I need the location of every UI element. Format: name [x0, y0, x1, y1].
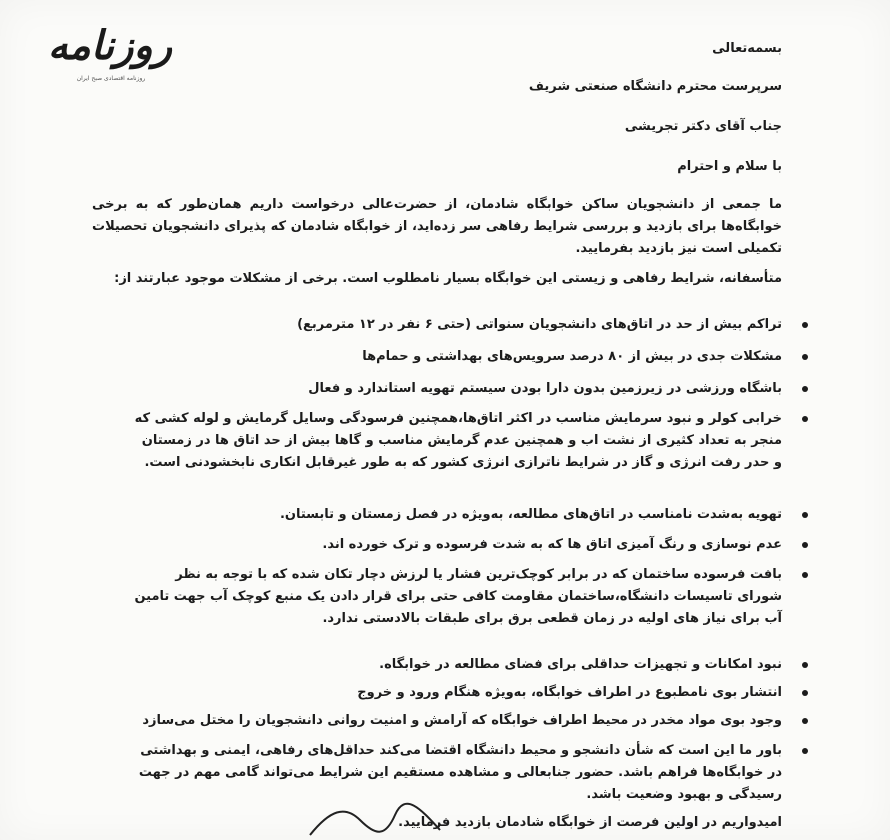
- bullet-icon: [802, 662, 808, 668]
- problem-text: انتشار بوی نامطبوع در اطراف خوابگاه، به‌ویژه هنگام ورود و خروج: [357, 685, 782, 700]
- bullet-icon: [802, 386, 808, 392]
- problem-text: وجود بوی مواد مخدر در محیط اطراف خوابگاه که آرامش و امنیت روانی دانشجویان را مختل می‌سازد: [142, 713, 782, 728]
- problem-text: عدم نوسازی و رنگ آمیزی اتاق ها که به شدت فرسوده و ترک خورده اند.: [322, 537, 782, 552]
- problem-item: [132, 564, 782, 630]
- problem-item: [132, 682, 782, 704]
- bullet-icon: [802, 354, 808, 360]
- problem-item: [132, 378, 782, 400]
- bullet-icon: [802, 690, 808, 696]
- greeting: با سلام و احترام: [677, 159, 782, 174]
- closing-line: امیدواریم در اولین فرصت از خوابگاه شادمان بازدید فرمایید.: [398, 815, 782, 830]
- bullet-icon: [802, 322, 808, 328]
- intro-paragraph: ما جمعی از دانشجویان ساکن خوابگاه شادمان، از حضرت‌عالی درخواست داریم همان‌طور که به برخی خوابگاه‌ها برای بازدید و بررسی شرایط رفاهی سر زده‌اید، از خوابگاه شادمان که پذیرای دانشجویان تحصیلات تکمیلی است نیز بازدید بفرمایید.: [92, 197, 782, 256]
- bullet-icon: [802, 572, 808, 578]
- problem-text: باور ما این است که شأن دانشجو و محیط دانشگاه اقتضا می‌کند حداقل‌های رفاهی، ایمنی و بهداشتی در خوابگاه‌ها فراهم باشد. حضور جنابعالی و مشاهده مستقیم این شرایط می‌تواند گامی مهم در جهت رسیدگی و بهبود وضعیت باشد.: [138, 743, 782, 802]
- signature-scribble: [300, 800, 450, 840]
- bullet-icon: [802, 416, 808, 422]
- problem-item: [132, 314, 782, 336]
- recipient-title: سرپرست محترم دانشگاه صنعتی شریف: [528, 79, 782, 94]
- problem-text: تهویه به‌شدت نامناسب در اتاق‌های مطالعه، به‌ویژه در فصل زمستان و تابستان.: [279, 507, 782, 522]
- bullet-icon: [802, 542, 808, 548]
- problem-item: [132, 408, 782, 474]
- problem-text: مشکلات جدی در بیش از ۸۰ درصد سرویس‌های بهداشتی و حمام‌ها: [362, 349, 782, 364]
- problem-text: بافت فرسوده ساختمان که در برابر کوچک‌ترین فشار یا لرزش دچار تکان شده که با توجه به نظر شورای تاسیسات دانشگاه،ساختمان مقاومت کافی حتی برای قرار دادن یک منبع کوچک آب جهت تامین آب برای نیاز های اولیه در زمان قطعی برق برای طبقات بالادستی ندارد.: [134, 567, 782, 626]
- problems-intro: متأسفانه، شرایط رفاهی و زیستی این خوابگاه بسیار نامطلوب است. برخی از مشکلات موجود عبارتند از:: [114, 271, 782, 286]
- newspaper-logo: [40, 18, 180, 88]
- bullet-icon: [802, 718, 808, 724]
- logo-subtitle: روزنامه اقتصادی صبح ایران: [76, 75, 146, 82]
- problem-item: [132, 346, 782, 368]
- problem-item: [132, 534, 782, 556]
- bullet-icon: [802, 512, 808, 518]
- problem-text: تراکم بیش از حد در اتاق‌های دانشجویان سنواتی (حتی ۶ نفر در ۱۲ مترمربع): [297, 317, 782, 332]
- problem-text: خرابی کولر و نبود سرمایش مناسب در اکثر اتاق‌ها،همچنین فرسودگی وسایل گرمایش و لوله کشی که منجر به تعداد کثیری از نشت اب و همچنین عدم گرمایش مناسب و گاها بیش از حد اتاق ها در زمستان و حدر رفت انرژی و گاز در شرایط ناترازی انرژی کشور که به طور غیرقابل انکاری نابخشودنی است.: [134, 411, 782, 470]
- recipient-name: جناب آقای دکتر تجریشی: [624, 119, 782, 134]
- problem-item: [132, 504, 782, 526]
- bullet-icon: [802, 748, 808, 754]
- problem-item: [132, 710, 782, 732]
- problem-item: [132, 740, 782, 806]
- problem-item: [132, 654, 782, 676]
- problem-text: نبود امکانات و تجهیزات حداقلی برای فضای مطالعه در خوابگاه.: [379, 657, 782, 672]
- problem-text: باشگاه ورزشی در زیرزمین بدون دارا بودن سیستم تهویه استاندارد و فعال: [308, 381, 782, 396]
- logo-wordmark: روزنامه: [47, 23, 173, 69]
- opening-line: بسمه‌تعالی: [712, 41, 782, 56]
